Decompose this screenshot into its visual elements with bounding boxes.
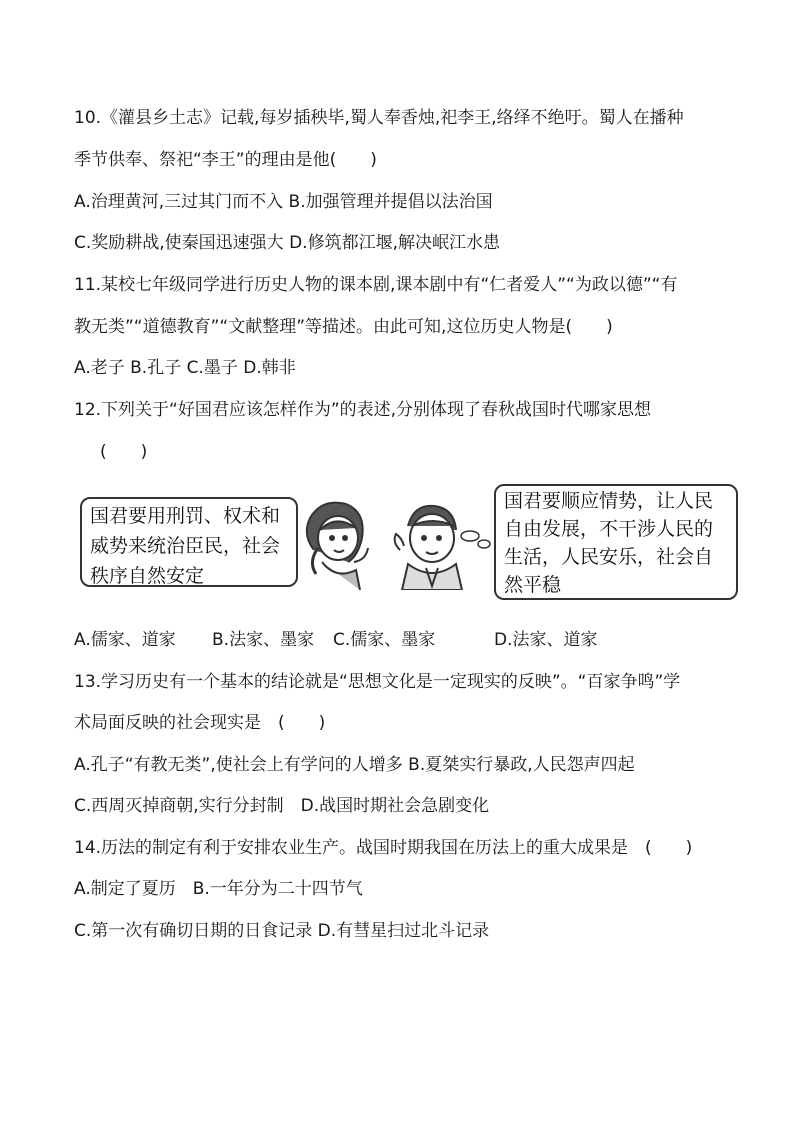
q12-option-d: D.法家、道家 — [494, 630, 598, 650]
bubble-left-line: 秩序自然安定 — [90, 565, 205, 587]
q11-stem-line2: 教无类”“道德教育”“文献整理”等描述。由此可知,这位历史人物是( ) — [74, 317, 613, 337]
q10-stem-line2: 季节供奉、祭祀“李王”的理由是他( ) — [74, 150, 377, 170]
bubble-left-line: 国君要用刑罚、权术和 — [90, 505, 281, 527]
q13-stem-line2: 术局面反映的社会现实是 ( ) — [74, 713, 326, 733]
q14-stem-line1: 14.历法的制定有利于安排农业生产。战国时期我国在历法上的重大成果是 ( ) — [74, 838, 693, 858]
bubble-right-line: 生活，人民安乐，社会自 — [504, 546, 714, 568]
q11-stem-line1: 11.某校七年级同学进行历史人物的课本剧,课本剧中有“仁者爱人”“为政以德”“有 — [74, 275, 678, 295]
q14-options-line1: A.制定了夏历 B.一年分为二十四节气 — [74, 879, 363, 899]
speech-bubble-right — [494, 484, 738, 600]
bubble-right-line: 然平稳 — [504, 574, 562, 596]
q12-option-c: C.儒家、墨家 — [333, 630, 436, 650]
q10-options-line1: A.治理黄河,三过其门而不入 B.加强管理并提倡以法治国 — [74, 192, 493, 212]
q12-stem-line1: 12.下列关于“好国君应该怎样作为”的表述,分别体现了春秋战国时代哪家思想 — [74, 400, 652, 420]
q13-options-line1: A.孔子“有教无类”,使社会上有学问的人增多 B.夏桀实行暴政,人民怨声四起 — [74, 755, 635, 775]
cartoon-children-icon — [296, 490, 496, 590]
q14-options-line2: C.第一次有确切日期的日食记录 D.有彗星扫过北斗记录 — [74, 921, 490, 941]
q13-options-line2: C.西周灭掉商朝,实行分封制 D.战国时期社会急剧变化 — [74, 796, 490, 816]
q11-options-line1: A.老子 B.孔子 C.墨子 D.韩非 — [74, 358, 296, 378]
q10-stem-line1: 10.《灌县乡土志》记载,每岁插秧毕,蜀人奉香烛,祀李王,络绎不绝吁。蜀人在播种 — [74, 108, 684, 128]
q12-option-b: B.法家、墨家 — [212, 630, 315, 650]
bubble-right-line: 自由发展，不干涉人民的 — [504, 518, 714, 540]
q12-answer-bracket: ( ) — [100, 442, 148, 462]
q13-stem-line1: 13.学习历史有一个基本的结论就是“思想文化是一定现实的反映”。“百家争鸣”学 — [74, 672, 681, 692]
bubble-left-line: 威势来统治臣民，社会 — [90, 535, 281, 557]
q12-option-a: A.儒家、道家 — [74, 630, 176, 650]
q10-options-line2: C.奖励耕战,使秦国迅速强大 D.修筑都江堰,解决岷江水患 — [74, 233, 500, 253]
bubble-right-line: 国君要顺应情势，让人民 — [504, 490, 714, 512]
speech-bubble-left — [80, 497, 298, 587]
